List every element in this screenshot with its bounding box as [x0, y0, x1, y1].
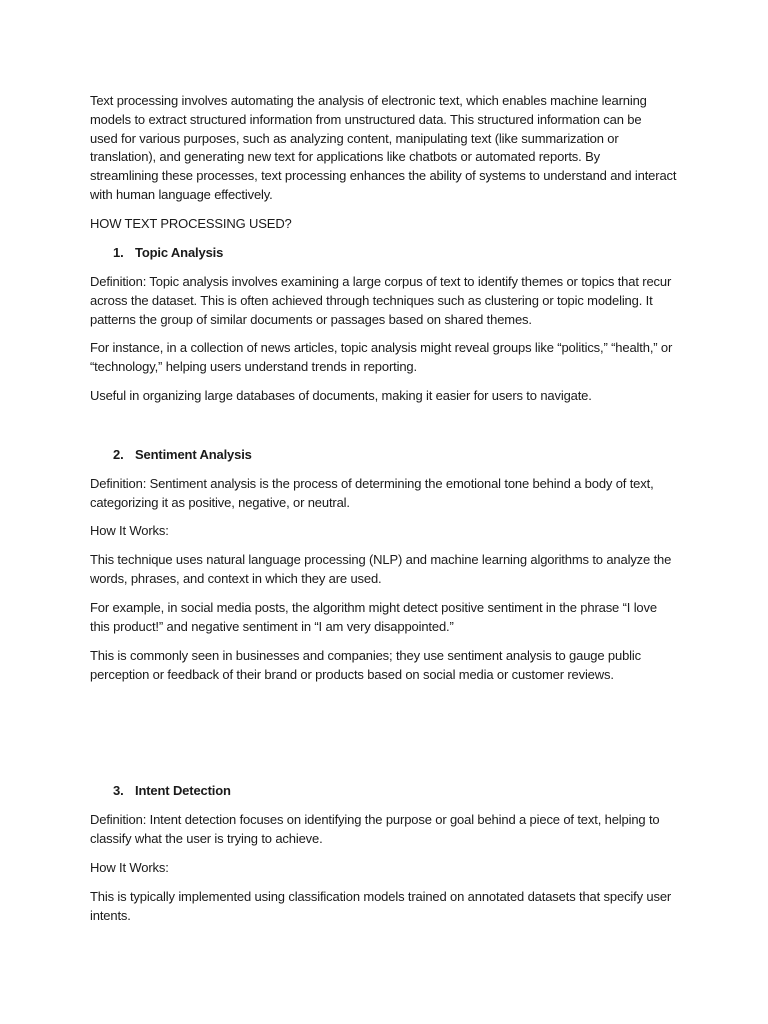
topic-analysis-usefulness: Useful in organizing large databases of documents, making it easier for users to navigate. [90, 388, 592, 403]
topic-analysis-definition: Definition: Topic analysis involves examining a large corpus of text to identify themes or topics that recur across the dataset. This is often achieved through techniques such as clustering or topic modeling. It patterns the group of similar documents or passages based on shared themes. [90, 274, 672, 327]
section-number: 3. [113, 783, 124, 798]
sentiment-how-it-works: How It Works: [90, 523, 169, 538]
section-title: Sentiment Analysis [135, 447, 252, 462]
intent-detection-definition: Definition: Intent detection focuses on identifying the purpose or goal behind a piece of text, helping to classify what the user is trying to achieve. [90, 812, 660, 846]
sentiment-technique: This technique uses natural language processing (NLP) and machine learning algorithms to analyze the words, phrases, and context in which they are used. [90, 552, 672, 586]
section-question: HOW TEXT PROCESSING USED? [90, 216, 292, 231]
section-title: Intent Detection [135, 783, 231, 798]
intent-how-it-works: How It Works: [90, 860, 169, 875]
section-heading-topic-analysis [113, 244, 223, 263]
intent-implementation: This is typically implemented using classification models trained on annotated datasets that specify user intents. [90, 889, 672, 923]
section-heading-sentiment-analysis [113, 446, 252, 465]
section-number: 2. [113, 447, 124, 462]
section-heading-intent-detection [113, 782, 231, 801]
sentiment-usage: This is commonly seen in businesses and companies; they use sentiment analysis to gauge public perception or feedback of their brand or products based on social media or customer reviews. [90, 648, 641, 682]
sentiment-example: For example, in social media posts, the algorithm might detect positive sentiment in the phrase “I love this product!” and negative sentiment in “I am very disappointed.” [90, 600, 657, 634]
section-title: Topic Analysis [135, 245, 224, 260]
topic-analysis-example: For instance, in a collection of news articles, topic analysis might reveal groups like “politics,” “health,” or “technology,” helping users understand trends in reporting. [90, 340, 673, 374]
sentiment-analysis-definition: Definition: Sentiment analysis is the process of determining the emotional tone behind a body of text, categorizing it as positive, negative, or neutral. [90, 476, 654, 510]
section-number: 1. [113, 245, 124, 260]
intro-paragraph: Text processing involves automating the analysis of electronic text, which enables machine learning models to extract structured information from unstructured data. This structured information can be used for various purposes, such as analyzing content, manipulating text (like summarization or translation), and generating new text for applications like chatbots or automated reports. By streamlining these processes, text processing enhances the ability of systems to understand and interact with human language effectively. [90, 93, 677, 202]
